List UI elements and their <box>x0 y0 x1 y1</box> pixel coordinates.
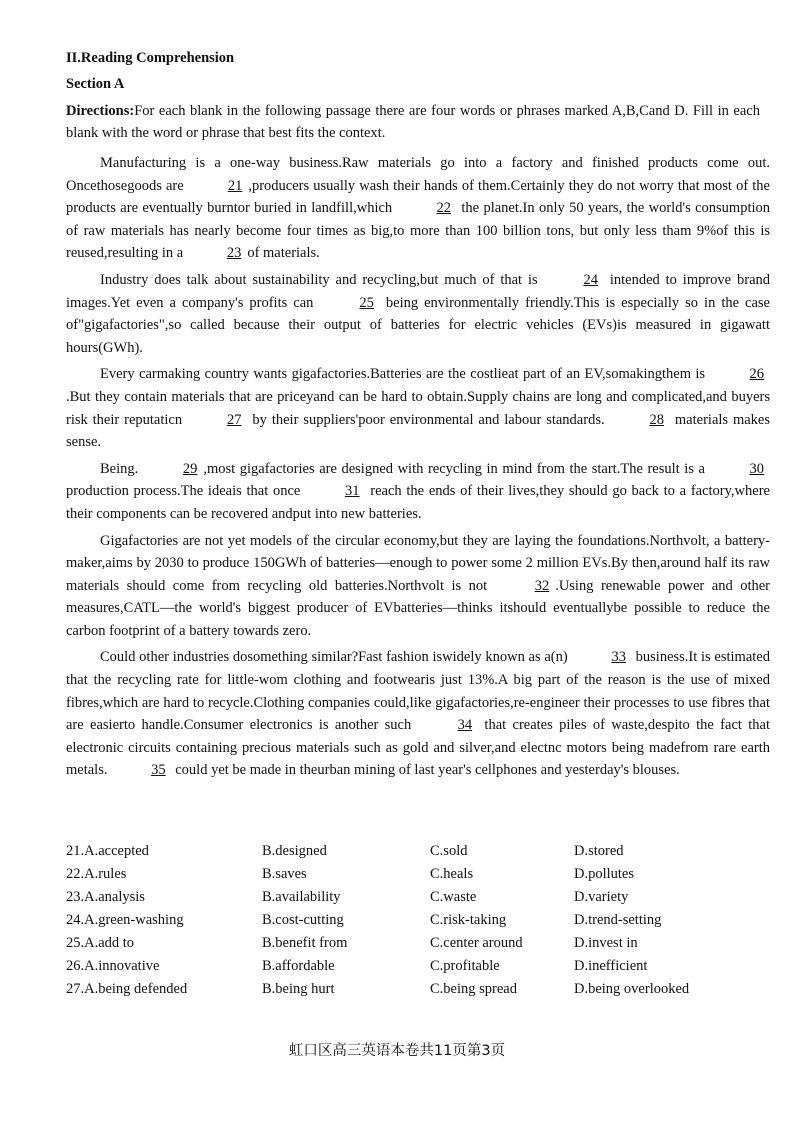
paragraph <box>66 269 770 359</box>
option-c: C.risk-taking <box>430 912 507 928</box>
passage-text: materials makes sense. <box>66 411 770 451</box>
passage-text: Industry does talk about sustainability and recycling,but much of that is <box>100 271 544 288</box>
passage-text: ,most gigafactories are designed with recycling in mind from the start.The result is a <box>203 460 710 477</box>
blank-number: 21 <box>227 177 243 194</box>
blank-number: 24 <box>583 271 598 288</box>
paragraph <box>66 152 770 265</box>
passage-text: ,producers usually wash their hands of them.Certainly they do not worry that most of the products are eventually burntor buried in landfill,which <box>66 177 770 217</box>
passage-text: that creates piles of waste,despito the fact that electronic circuits containing precious materials such as gold and silver,and electnc motors being madefrom rare earth metals. <box>66 717 770 779</box>
directions-text: For each blank in the following passage there are four words or phrases marked A,B,Cand D. Fill in each blank with the word or phrase that best fits the context. <box>66 103 760 141</box>
option-b: B.benefit from <box>262 935 348 951</box>
passage-text: .Using renewable power and other measures,CATL—the world's biggest producer of EVbatteries—thinks itshould eventuallybe possible to reduce the carbon footprint of a battery towards zero. <box>66 577 770 639</box>
paragraph <box>66 530 770 643</box>
option-a: 21.A.accepted <box>66 843 149 859</box>
blank-number: 28 <box>649 411 664 428</box>
option-c: C.being spread <box>430 981 517 997</box>
option-d: D.stored <box>574 843 624 859</box>
blank-number: 33 <box>611 649 626 666</box>
blank-number: 32 <box>534 577 550 594</box>
passage-text: business.It is estimated that the recycling rate for little-wom clothing and footwearis just 13%.A big part of the reason is the use of mixed fibres,which are hard to recycle.Clothing companies could,like gigafactories,re-engineer their processes to use fibres that are easierto handle.Consumer electronics is another such <box>66 649 770 734</box>
passage-text: could yet be made in theurban mining of last year's cellphones and yesterday's blouses. <box>171 762 680 779</box>
option-a: 22.A.rules <box>66 866 127 882</box>
option-d: D.inefficient <box>574 958 648 974</box>
passage-text: Being. <box>100 460 143 477</box>
option-b: B.cost-cutting <box>262 912 344 928</box>
passage-text: Gigafactories are not yet models of the circular economy,but they are laying the foundations.Northvolt, a battery-maker,aims by 2030 to produce 150GWh of batteries—enough to power some 2 million EVs.By then,around half its raw materials should come from recycling old batteries.Northvolt is not <box>66 532 770 594</box>
option-b: B.being hurt <box>262 981 335 997</box>
passage-text: being environmentally friendly.This is especially so in the case of"gigafactories",so called because their output of batteries for electric vehicles (EVs)is measured in gigawatt hours(GWh). <box>66 294 770 356</box>
option-d: D.trend-setting <box>574 912 662 928</box>
option-b: B.availability <box>262 889 341 905</box>
blank-number: 26 <box>749 366 764 383</box>
directions-label: Directions: <box>66 103 135 119</box>
passage-text: reach the ends of their lives,they should go back to a factory,where their components can be recovered andput into new batteries. <box>66 483 770 522</box>
paragraph <box>66 646 770 782</box>
directions <box>66 100 760 144</box>
option-a: 27.A.being defended <box>66 981 188 997</box>
option-d: D.invest in <box>574 935 638 951</box>
passage-text: Manufacturing is a one-way business.Raw materials go into a factory and finished products come out. Oncethosegoods are <box>66 155 770 194</box>
blank-number: 31 <box>345 483 360 500</box>
option-c: C.profitable <box>430 958 500 974</box>
option-b: B.affordable <box>262 958 335 974</box>
page-footer: 虹口区高三英语本卷共11页第3页 <box>288 1043 506 1059</box>
option-d: D.being overlooked <box>574 981 690 997</box>
blank-number: 35 <box>151 762 166 779</box>
option-b: B.designed <box>262 843 327 859</box>
blank-number: 30 <box>749 460 765 477</box>
section-title: II.Reading Comprehension <box>66 50 235 66</box>
passage-text: intended to improve brand images.Yet even a company's profits can <box>66 271 770 311</box>
paragraph <box>66 458 770 526</box>
option-a: 26.A.innovative <box>66 958 160 974</box>
option-b: B.saves <box>262 866 307 882</box>
option-c: C.heals <box>430 866 474 882</box>
passage-text: the planet.In only 50 years, the world's consumption of raw materials has nearly become four times as big,to more than 100 billion tons, but only less tham 9%of this is reused,resulting in a <box>66 200 770 262</box>
blank-number: 25 <box>359 294 374 311</box>
passage-text: Every carmaking country wants gigafactories.Batteries are the costlieat part of an EV,somakingthem is <box>100 366 710 383</box>
blank-number: 34 <box>457 717 473 734</box>
passage-text: Could other industries dosomething similar?Fast fashion iswidely known as a(n) <box>100 649 572 666</box>
passage-text: production process.The ideais that once <box>66 483 306 500</box>
paragraph <box>66 363 770 453</box>
option-c: C.center around <box>430 935 523 951</box>
option-d: D.variety <box>574 889 629 905</box>
blank-number: 22 <box>436 200 452 217</box>
passage-text: by their suppliers'poor environmental and labour standards. <box>247 411 610 428</box>
blank-number: 29 <box>182 460 198 477</box>
passage-text: .But they contain materials that are priceyand can be hard to obtain.Supply chains are long and complicated,and buyers risk their reputaticn <box>66 388 770 428</box>
option-c: C.sold <box>430 843 468 859</box>
passage <box>66 152 770 786</box>
passage-text: of materials. <box>247 245 320 262</box>
option-a: 25.A.add to <box>66 935 135 951</box>
option-a: 23.A.analysis <box>66 889 145 905</box>
option-c: C.waste <box>430 889 477 905</box>
subsection-title: Section A <box>66 76 125 92</box>
option-d: D.pollutes <box>574 866 635 882</box>
blank-number: 27 <box>227 411 242 428</box>
blank-number: 23 <box>226 245 242 262</box>
option-a: 24.A.green-washing <box>66 912 184 928</box>
